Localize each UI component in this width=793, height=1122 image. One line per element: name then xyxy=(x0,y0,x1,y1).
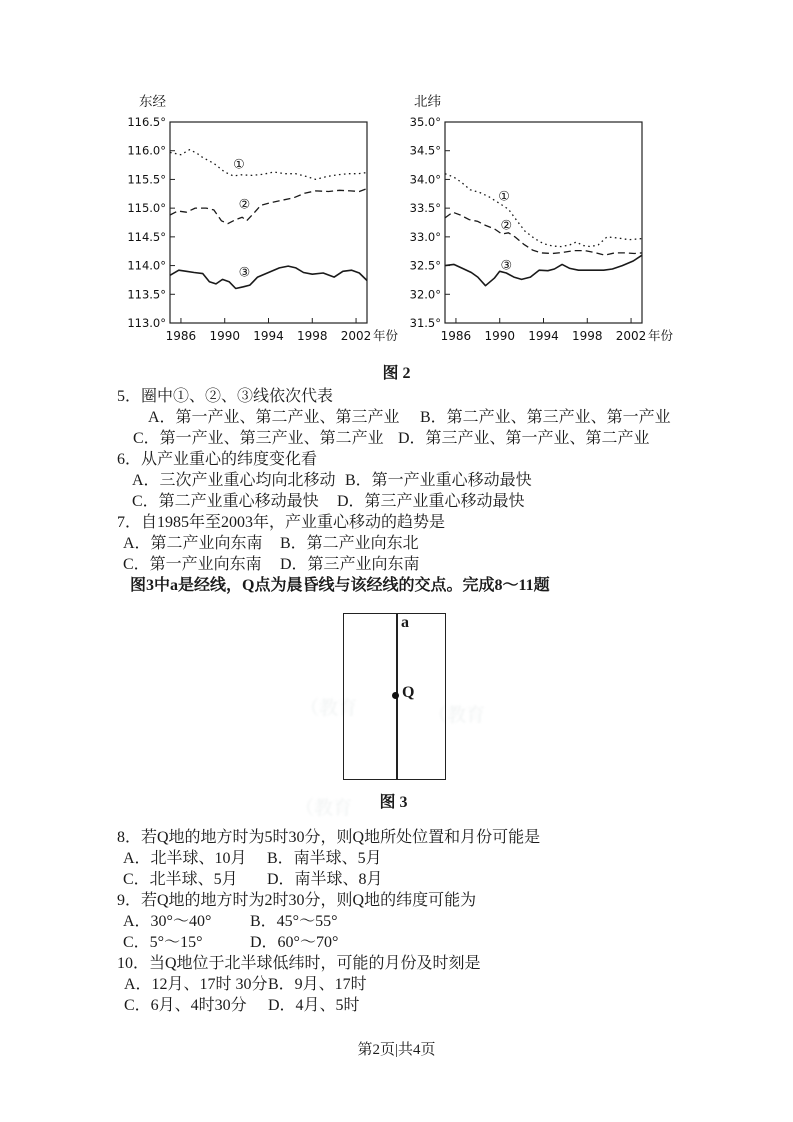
x-axis-label: 年份 xyxy=(373,328,399,343)
option-6a: A．三次产业重心均向北移动 xyxy=(132,472,336,489)
question-10-options-row1 xyxy=(0,974,793,995)
option-8c: C．北半球、5月 xyxy=(123,871,238,888)
svg-text:1994: 1994 xyxy=(253,329,284,343)
x-axis-label: 年份 xyxy=(648,328,674,343)
svg-text:114.0°: 114.0° xyxy=(127,258,166,273)
svg-text:1998: 1998 xyxy=(572,329,603,343)
question-9-stem: 9．若Q地的地方时为2时30分，则Q地的纬度可能为 xyxy=(117,892,477,909)
option-9a: A．30°～40° xyxy=(123,913,212,930)
svg-text:2002: 2002 xyxy=(615,329,647,343)
question-9-options-row1 xyxy=(0,911,793,932)
svg-text:1994: 1994 xyxy=(528,329,559,343)
question-8-stem: 8．若Q地的地方时为5时30分，则Q地所处位置和月份可能是 xyxy=(117,829,541,846)
question-6-stem: 6．从产业重心的纬度变化看 xyxy=(117,451,318,468)
question-7-options-row2 xyxy=(0,554,793,575)
svg-text:34.5°: 34.5° xyxy=(409,143,441,158)
series-② xyxy=(445,212,642,255)
svg-text:113.5°: 113.5° xyxy=(127,287,166,302)
svg-text:113.0°: 113.0° xyxy=(127,316,166,330)
option-6d: D．第三产业重心移动最快 xyxy=(337,493,525,510)
watermark: （教育 xyxy=(295,798,353,819)
watermark: （教育 xyxy=(428,705,486,726)
series-label-③: ③ xyxy=(238,265,251,281)
svg-text:1998: 1998 xyxy=(297,329,328,343)
figure3-diagram xyxy=(343,613,446,780)
svg-text:33.5°: 33.5° xyxy=(409,201,441,216)
series-③ xyxy=(170,266,367,288)
svg-text:116.0°: 116.0° xyxy=(127,143,166,158)
option-5a: A．第一产业、第二产业、第三产业 xyxy=(148,409,400,426)
option-7d: D．第三产业向东南 xyxy=(280,556,420,573)
svg-text:1990: 1990 xyxy=(209,329,240,343)
question-10-stem: 10．当Q地位于北半球低纬时，可能的月份及时刻是 xyxy=(117,955,481,972)
svg-text:114.5°: 114.5° xyxy=(127,229,166,244)
question-block xyxy=(0,362,793,1016)
option-6b: B．第一产业重心移动最快 xyxy=(345,472,532,489)
question-7-options-row1 xyxy=(0,533,793,554)
option-6c: C．第二产业重心移动最快 xyxy=(132,493,319,510)
page-number: 第2页|共4页 xyxy=(357,1042,436,1058)
question-8-options-row1 xyxy=(0,848,793,869)
svg-text:1986: 1986 xyxy=(440,329,472,343)
question-10-options-row2 xyxy=(0,995,793,1016)
option-5d: D．第三产业、第一产业、第二产业 xyxy=(398,430,650,447)
series-① xyxy=(170,150,367,180)
series-label-①: ① xyxy=(498,189,510,205)
latitude-chart xyxy=(400,92,690,352)
axis-title: 北纬 xyxy=(414,94,441,110)
series-label-②: ② xyxy=(500,218,513,234)
question-7-stem: 7．自1985年至2003年，产业重心移动的趋势是 xyxy=(117,514,446,531)
series-① xyxy=(445,174,642,247)
question-5-options-row2 xyxy=(0,428,793,449)
option-8a: A．北半球、10月 xyxy=(123,850,247,867)
question-5-stem: 5．圈中①、②、③线依次代表 xyxy=(117,388,334,405)
svg-text:35.0°: 35.0° xyxy=(409,115,441,129)
question-5-options-row1 xyxy=(0,407,793,428)
svg-text:32.0°: 32.0° xyxy=(409,287,441,302)
series-label-①: ① xyxy=(233,157,245,173)
figure2-caption: 图 2 xyxy=(382,365,411,382)
option-7a: A．第二产业向东南 xyxy=(123,535,263,552)
svg-text:115.0°: 115.0° xyxy=(127,201,166,216)
option-9c: C．5°～15° xyxy=(123,934,203,951)
watermark: （教育 xyxy=(300,698,358,719)
series-② xyxy=(170,189,367,224)
option-10a: A．12月、17时 30分 xyxy=(124,976,268,993)
option-9d: D．60°～70° xyxy=(250,934,339,951)
option-7b: B．第二产业向东北 xyxy=(280,535,419,552)
option-8d: D．南半球、8月 xyxy=(267,871,383,888)
option-10c: C．6月、4时30分 xyxy=(124,997,247,1014)
meridian-label-a: a xyxy=(401,614,409,631)
svg-text:33.0°: 33.0° xyxy=(409,229,441,244)
question-6-options-row2 xyxy=(0,491,793,512)
option-5b: B．第二产业、第三产业、第一产业 xyxy=(420,409,671,426)
option-7c: C．第一产业向东南 xyxy=(123,556,262,573)
svg-text:115.5°: 115.5° xyxy=(127,172,166,187)
question-8-options-row2 xyxy=(0,869,793,890)
option-9b: B．45°～55° xyxy=(250,913,338,930)
point-q-dot xyxy=(392,692,399,699)
question-6-options-row1 xyxy=(0,470,793,491)
series-label-③: ③ xyxy=(500,258,513,274)
series-③ xyxy=(445,255,642,286)
svg-text:1990: 1990 xyxy=(484,329,515,343)
option-10b: B．9月、17时 xyxy=(268,976,367,993)
longitude-chart xyxy=(125,92,415,352)
question-9-options-row2 xyxy=(0,932,793,953)
svg-text:32.5°: 32.5° xyxy=(409,258,441,273)
svg-text:2002: 2002 xyxy=(340,329,372,343)
svg-text:1986: 1986 xyxy=(165,329,197,343)
svg-text:31.5°: 31.5° xyxy=(409,316,441,330)
intro-questions-8-11: 图3中a是经线，Q点为晨昏线与该经线的交点。完成8～11题 xyxy=(130,577,550,594)
option-5c: C．第一产业、第三产业、第二产业 xyxy=(133,430,384,447)
series-label-②: ② xyxy=(238,197,251,213)
option-8b: B．南半球、5月 xyxy=(267,850,382,867)
svg-text:116.5°: 116.5° xyxy=(127,115,166,129)
axis-title: 东经 xyxy=(139,94,166,110)
figure3-caption: 图 3 xyxy=(379,794,408,811)
svg-text:34.0°: 34.0° xyxy=(409,172,441,187)
point-q-label: Q xyxy=(402,684,415,701)
option-10d: D．4月、5时 xyxy=(268,997,360,1014)
